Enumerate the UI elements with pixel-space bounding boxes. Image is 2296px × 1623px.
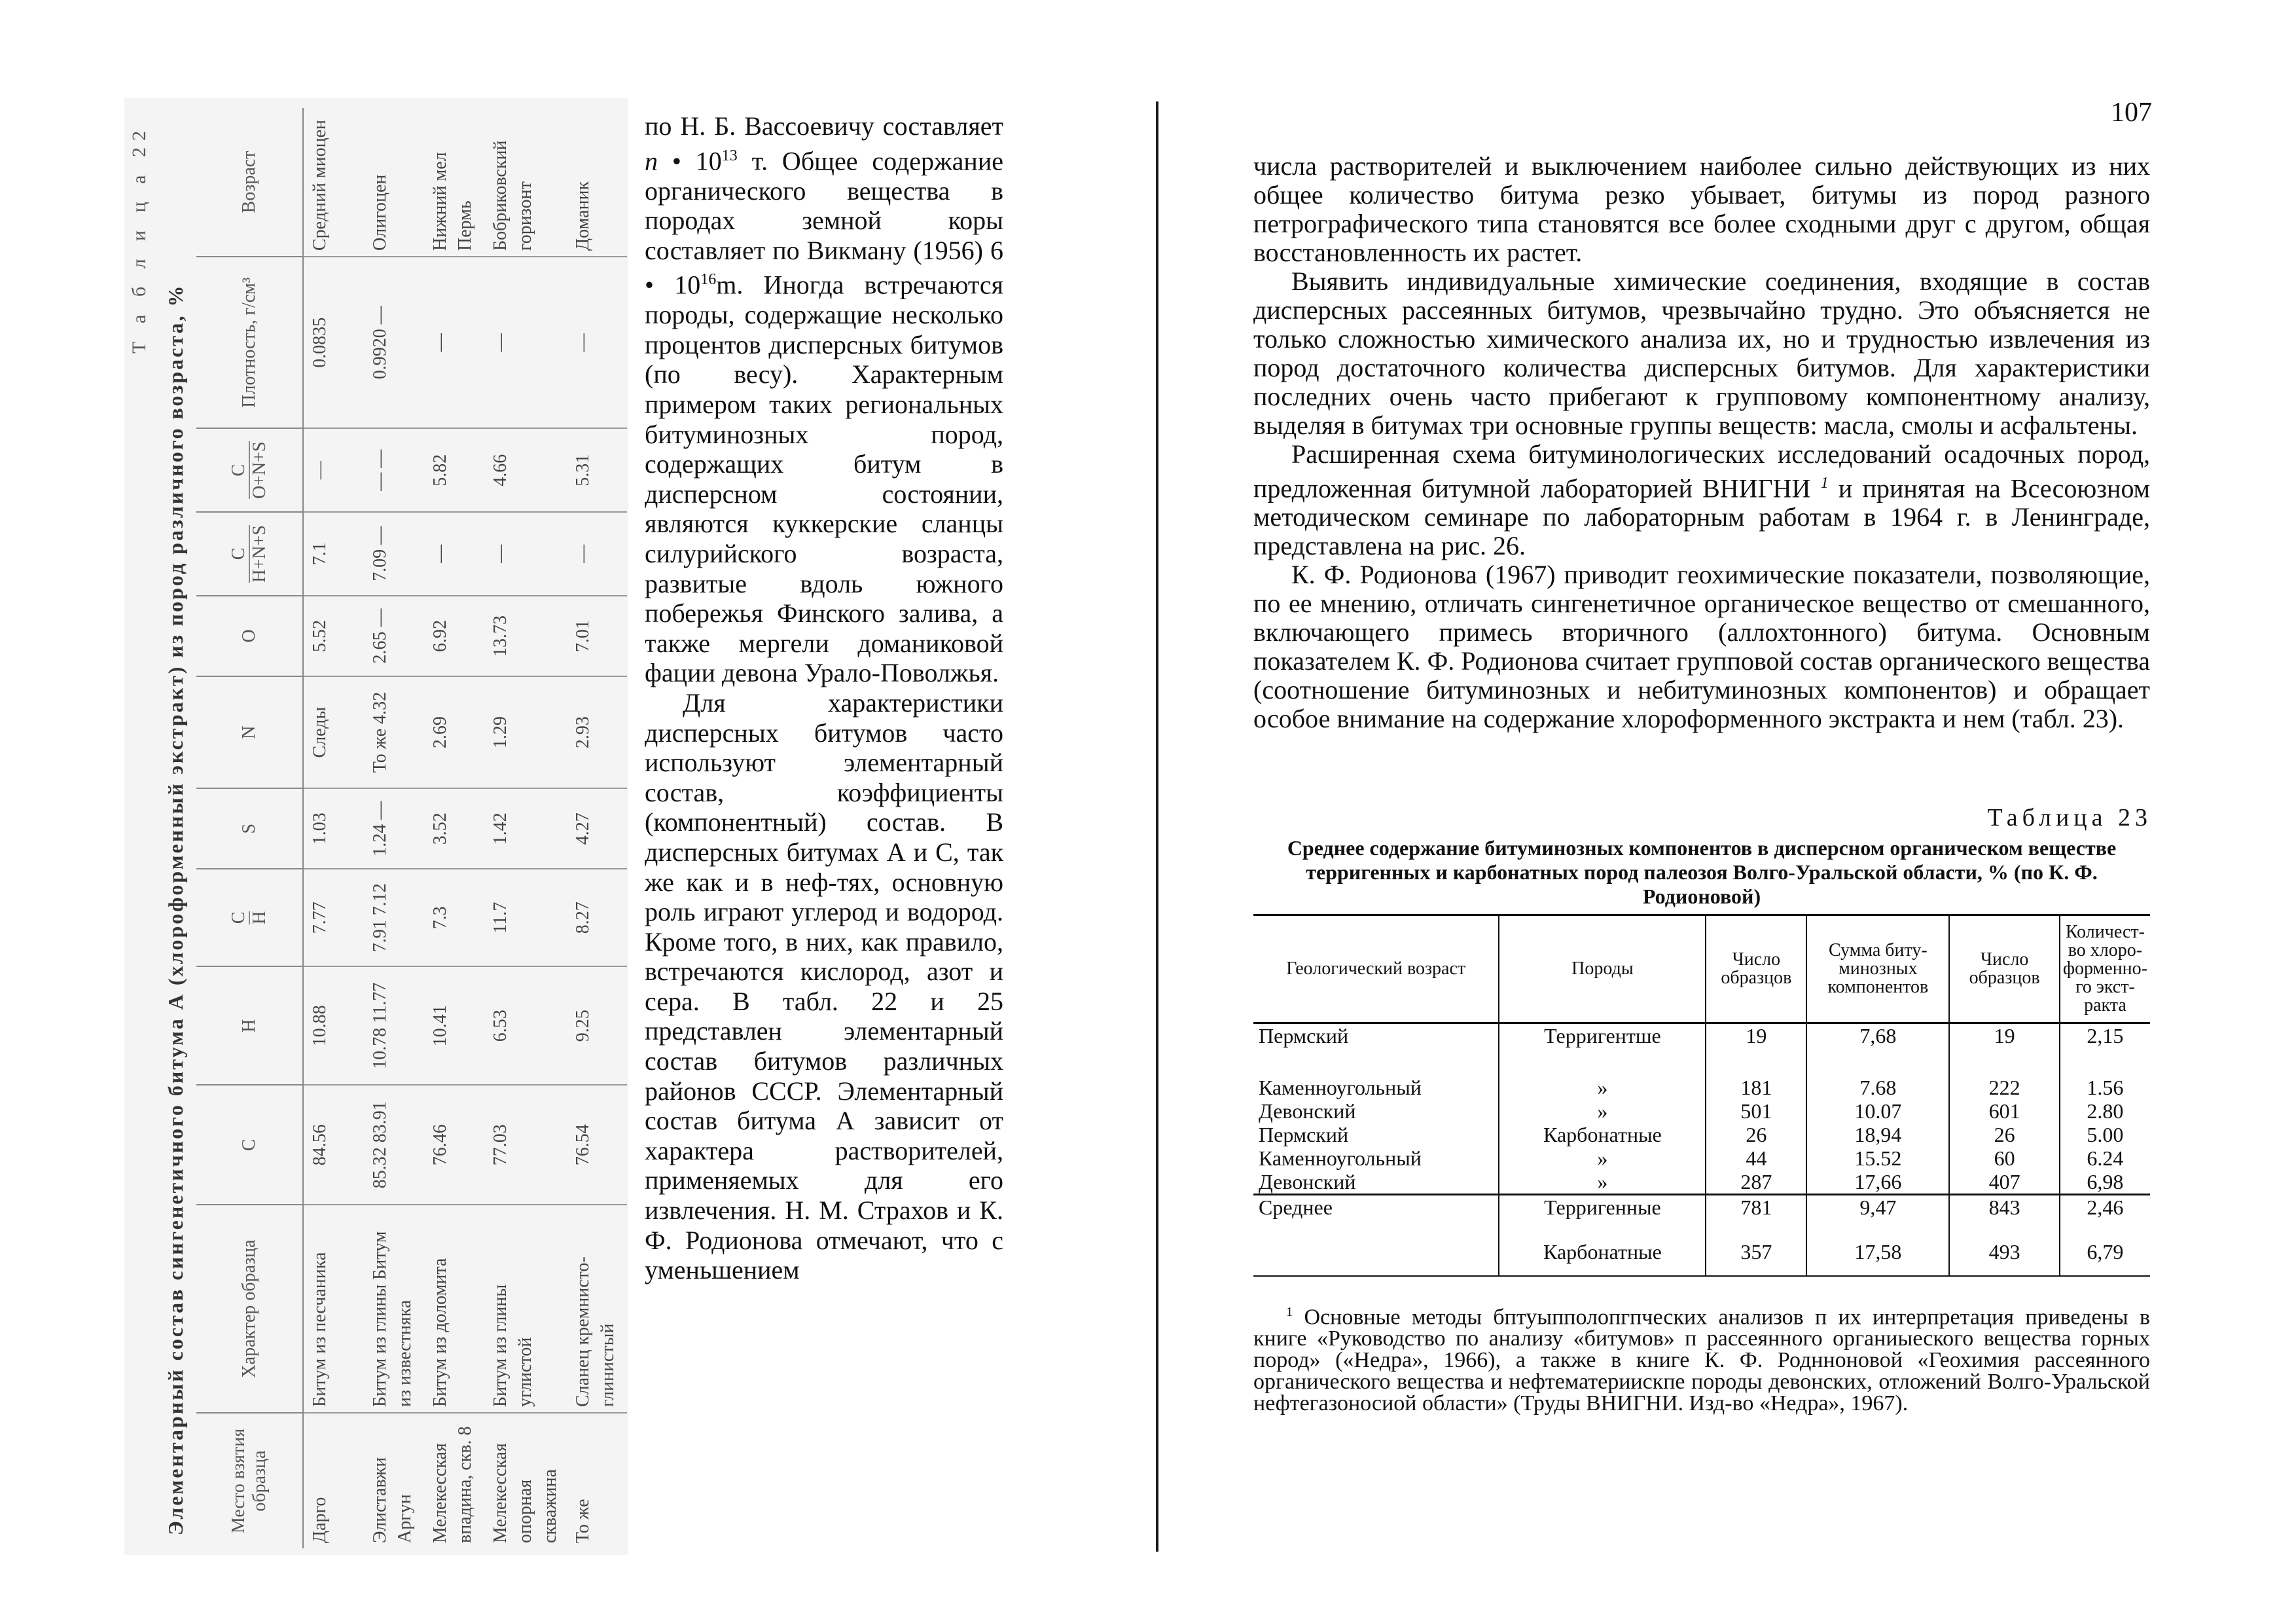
cell: 76.54 xyxy=(567,1085,627,1205)
cell: 1.42 xyxy=(484,788,567,869)
cell: 2,46 xyxy=(2060,1194,2150,1240)
right-page xyxy=(1162,0,2296,1623)
left-body-text xyxy=(645,111,1003,1285)
cell: 222 xyxy=(1949,1076,2059,1099)
footnote xyxy=(1253,1302,2150,1414)
c-hns-bottom: H+N+S xyxy=(249,525,270,583)
cell: 0.9920 — xyxy=(364,257,424,428)
c-ons-bottom: O+N+S xyxy=(249,441,270,500)
col-c-h xyxy=(196,869,303,966)
cell: 13.73 xyxy=(484,596,567,676)
cell: 1.29 xyxy=(484,676,567,788)
text: Основные методы бптуыпполопгпческих анализов п их интерпретация приведены в книге «Руководство по анализу «битумов» п рассеянного органиыеского вещества горных пород» («Недра», 1966), а также в книге К. Ф. Роднноновой «Геохимия рассеянного органического вещества и нефтематериискпе породы девонских, отложений Волго-Уральской нефтегазоносиой области» (Труды ВНИГНИ. Изд-во «Недра», 1967). xyxy=(1253,1305,2151,1416)
cell: 26 xyxy=(1706,1123,1806,1146)
cell: Девонский xyxy=(1259,1169,1356,1194)
rotated-table-22 xyxy=(124,98,628,1555)
table-23-number: Таблица 23 xyxy=(1987,804,2152,831)
col-place: Место взятия образца xyxy=(196,1413,303,1548)
col-o: O xyxy=(196,596,303,676)
c-h-top: C xyxy=(228,911,249,924)
cell: 19 xyxy=(1949,1023,2059,1076)
cell: 77.03 xyxy=(484,1085,567,1205)
cell: — xyxy=(303,428,364,512)
cell: Пермский xyxy=(1259,1024,1349,1048)
cell: Сланец кремнисто-глинистый xyxy=(567,1205,627,1413)
cell: — xyxy=(567,257,627,428)
cell: 44 xyxy=(1706,1146,1806,1170)
table-row xyxy=(1253,1099,2150,1123)
cell: — xyxy=(424,257,484,428)
cell: 5.00 xyxy=(2060,1123,2150,1146)
text: Расширенная схема битуминологических исследований осадочных пород, предложенная битумной лабораторией ВНИГНИ xyxy=(1253,439,2150,503)
cell: Битум из песчаника xyxy=(303,1205,364,1413)
cell: Мелекесская впадина, скв. 8 xyxy=(430,1426,475,1543)
table-row xyxy=(1253,1123,2150,1146)
col-s: S xyxy=(196,788,303,869)
column-header: Породы xyxy=(1499,915,1706,1023)
cell: Девонский xyxy=(1259,1099,1356,1123)
cell: 7.1 xyxy=(303,512,364,596)
cell: 1.24 — xyxy=(364,788,424,869)
text: n xyxy=(645,145,658,175)
cell: 287 xyxy=(1706,1170,1806,1195)
table-22-number: Т а б л и ц а 22 xyxy=(128,124,150,354)
col-c-hns xyxy=(196,512,303,596)
paragraph: числа растворителей и выключением наиболее сильно действующих из них общее количество битума резко убывает, битумы из пород разного петрографического типа становятся все более сходными друг с другом, общая восстановленность их растет. xyxy=(1253,151,2150,267)
cell: 501 xyxy=(1706,1099,1806,1123)
cell: 7.09 — xyxy=(364,512,424,596)
cell: 181 xyxy=(1706,1076,1806,1099)
cell: 843 xyxy=(1949,1194,2059,1240)
text: по Н. Б. Вассоевичу составляет xyxy=(645,111,1003,141)
column-header: Количест-во хлоро-форменно-го экст-ракта xyxy=(2060,915,2150,1023)
cell: 1.56 xyxy=(2060,1076,2150,1099)
cell: 10.88 xyxy=(303,966,364,1085)
cell: » xyxy=(1499,1170,1706,1195)
cell: Каменноугольный xyxy=(1259,1146,1422,1170)
column-header: Геологический возраст xyxy=(1253,915,1499,1023)
right-body-text xyxy=(1253,152,2150,733)
cell: Карбонатные xyxy=(1499,1240,1706,1276)
cell: 7,68 xyxy=(1806,1023,1949,1076)
cell: 6.24 xyxy=(2060,1146,2150,1170)
cell: Терригентше xyxy=(1499,1023,1706,1076)
cell: Элиставжи Аргун xyxy=(370,1457,415,1543)
cell: Каменноугольный xyxy=(1259,1075,1422,1099)
cell: — — xyxy=(364,428,424,512)
cell: 7.77 xyxy=(303,869,364,966)
paragraph: Выявить индивидуальные химические соединения, входящие в состав дисперсных рассеянных битумов, чрезвычайно трудно. Это объясняется не только сложностью химического анализа их, но и трудностью извлечения из пород достаточного количества дисперсных битумов. Для характеристики последних очень часто прибегают к групповому компонентному анализу, выделяя в битумах три основные группы веществ: масла, смолы и асфальтены. xyxy=(1253,266,2150,440)
col-age: Возраст xyxy=(196,108,303,257)
paragraph: Для характеристики дисперсных битумов часто используют элементарный состав, коэффициенты (компонентный) состав. В дисперсных битумах А и С, так же как и в неф-тях, основную роль играют углерод и водород. Кроме того, в них, как правило, встречаются кислород, азот и сера. В табл. 22 и 25 представлен элементарный состав битумов различных районов СССР. Элементарный состав битума А зависит от характера растворителей, применяемых для его извлечения. Н. М. Страхов и К. Ф. Родионова отмечают, что с уменьшением xyxy=(645,687,1003,1285)
cell: 10.78 11.77 xyxy=(364,966,424,1085)
cell: 5.52 xyxy=(303,596,364,676)
page-number: 107 xyxy=(2111,98,2152,128)
cell: 60 xyxy=(1949,1146,2059,1170)
table-row xyxy=(1253,1194,2150,1240)
table-row xyxy=(1253,1170,2150,1195)
cell: 5.82 xyxy=(424,428,484,512)
cell: » xyxy=(1499,1099,1706,1123)
table-row xyxy=(1253,1146,2150,1170)
c-hns-top: C xyxy=(229,525,250,583)
cell: 407 xyxy=(1949,1170,2059,1195)
cell: 4.66 xyxy=(484,428,567,512)
paragraph xyxy=(1253,440,2150,560)
cell: 84.56 xyxy=(303,1085,364,1205)
table-row xyxy=(1253,1076,2150,1099)
cell: 11.7 xyxy=(484,869,567,966)
cell: — xyxy=(567,512,627,596)
text: и принятая на Всесоюзном методическом семинаре по лабораторным работам в 1964 г. в Ленинграде, представлена на рис. 26. xyxy=(1253,473,2150,561)
table-row xyxy=(364,108,424,1548)
cell: 493 xyxy=(1949,1240,2059,1276)
cell: Терригенные xyxy=(1499,1194,1706,1240)
col-h: H xyxy=(196,966,303,1085)
table-row xyxy=(1253,1023,2150,1076)
cell: Битум из доломита xyxy=(424,1205,484,1413)
cell: 1.03 xyxy=(303,788,364,869)
cell: 18,94 xyxy=(1806,1123,1949,1146)
cell: 6,98 xyxy=(2060,1170,2150,1195)
cell: » xyxy=(1499,1076,1706,1099)
col-sample: Характер образца xyxy=(196,1205,303,1413)
column-header: Сумма биту-минозных компонентов xyxy=(1806,915,1949,1023)
cell: 5.31 xyxy=(567,428,627,512)
cell: Битум из глины углистой xyxy=(484,1205,567,1413)
cell: 4.27 xyxy=(567,788,627,869)
cell: 9,47 xyxy=(1806,1194,1949,1240)
cell: 601 xyxy=(1949,1099,2059,1123)
cell: » xyxy=(1499,1146,1706,1170)
cell: 3.52 xyxy=(424,788,484,869)
cell: 17,58 xyxy=(1806,1240,1949,1276)
cell: 0.0835 xyxy=(303,257,364,428)
cell: Карбонатные xyxy=(1499,1123,1706,1146)
cell: Пермский xyxy=(1259,1122,1349,1146)
cell: То же 4.32 xyxy=(364,676,424,788)
text: т. Общее содержание органического вещества в породах земной коры составляет по Викману (1956) 6 • 10 xyxy=(645,145,1003,300)
table-23-title: Среднее содержание битуминозных компонентов в дисперсном органическом веществе терригенных и карбонатных пород палеозоя Волго-Уральской области, % (по К. Ф. Родионовой) xyxy=(1287,836,2117,908)
c-h-bottom: H xyxy=(249,911,270,924)
cell: 76.46 xyxy=(424,1085,484,1205)
table-22-grid xyxy=(196,108,627,1548)
cell xyxy=(1253,1240,1499,1276)
table-23 xyxy=(1253,914,2150,1277)
cell: — xyxy=(484,257,567,428)
superscript: 13 xyxy=(721,147,738,164)
cell: 9.25 xyxy=(567,966,627,1085)
column-header: Число образцов xyxy=(1706,915,1806,1023)
col-n: N xyxy=(196,676,303,788)
table-row xyxy=(567,108,627,1548)
cell: 2,15 xyxy=(2060,1023,2150,1076)
cell: Олигоцен xyxy=(364,108,424,257)
cell: Мелекесская опорная скважина xyxy=(490,1443,560,1543)
cell: То же xyxy=(573,1499,593,1543)
cell: Среднее xyxy=(1253,1194,1499,1240)
cell: 2.65 — xyxy=(364,596,424,676)
table-22 xyxy=(124,98,628,1555)
cell: 85.32 83.91 xyxy=(364,1085,424,1205)
cell: 7.3 xyxy=(424,869,484,966)
cell: Бобриковский горизонт xyxy=(484,108,567,257)
col-c: C xyxy=(196,1085,303,1205)
cell: Дарго xyxy=(310,1497,330,1543)
table-row xyxy=(1253,1240,2150,1276)
superscript: 16 xyxy=(700,271,717,289)
col-density: Плотность, г/см³ xyxy=(196,257,303,428)
cell: — xyxy=(484,512,567,596)
cell: Доманик xyxy=(567,108,627,257)
cell: 17,66 xyxy=(1806,1170,1949,1195)
cell: 6,79 xyxy=(2060,1240,2150,1276)
table-row xyxy=(484,108,567,1548)
footnote-text xyxy=(1253,1302,2150,1414)
table-row xyxy=(303,108,364,1548)
cell: 10.41 xyxy=(424,966,484,1085)
cell: Средний миоцен xyxy=(303,108,364,257)
text: m. Иногда встречаются породы, содержащие несколько процентов дисперсных битумов (по весу). Характерным примером таких региональных битуминозных пород, содержащих битум в дисперсном состоянии, являются куккерские сланцы силурийского возраста, развитые вдоль южного побережья Финского залива, а также мергели доманиковой фации девона Урало-Поволжья. xyxy=(645,270,1003,688)
col-c-ons xyxy=(196,428,303,512)
cell: 6.92 xyxy=(424,596,484,676)
cell: 6.53 xyxy=(484,966,567,1085)
book-spine-divider xyxy=(1156,101,1158,1552)
cell: 7.91 7.12 xyxy=(364,869,424,966)
cell: Битум из глины Битум из известняка xyxy=(364,1205,424,1413)
cell: 19 xyxy=(1706,1023,1806,1076)
cell: 2.80 xyxy=(2060,1099,2150,1123)
cell: 357 xyxy=(1706,1240,1806,1276)
cell: — xyxy=(424,512,484,596)
cell: Следы xyxy=(303,676,364,788)
cell: 8.27 xyxy=(567,869,627,966)
column-header: Число образцов xyxy=(1949,915,2059,1023)
cell: 2.69 xyxy=(424,676,484,788)
cell: 7.01 xyxy=(567,596,627,676)
footnote-ref: 1 xyxy=(1820,475,1829,492)
cell: 7.68 xyxy=(1806,1076,1949,1099)
paragraph xyxy=(645,111,1003,688)
cell: 781 xyxy=(1706,1194,1806,1240)
table-header xyxy=(1253,915,2150,1023)
cell: Нижний мел Пермь xyxy=(424,108,484,257)
cell: 26 xyxy=(1949,1123,2059,1146)
cell: 15.52 xyxy=(1806,1146,1949,1170)
table-row xyxy=(424,108,484,1548)
cell: 2.93 xyxy=(567,676,627,788)
cell: 10.07 xyxy=(1806,1099,1949,1123)
footnote-mark: 1 xyxy=(1286,1305,1293,1319)
paragraph: К. Ф. Родионова (1967) приводит геохимические показатели, позволяющие, по ее мнению, отличать сингенетичное органическое вещество от смешанного, включающего примесь вторичного (аллохтонного) битума. Основным показателем К. Ф. Родионова считает групповой состав органического вещества (соотношение битуминозных и небитуминозных компонентов) и обращает особое внимание на содержание хлороформенного экстракта и нем (табл. 23). xyxy=(1253,560,2150,734)
text: • 10 xyxy=(658,145,722,175)
table-22-title: Элементарный состав сингенетичного битума А (хлороформенный экстракт) из пород различного возраста, % xyxy=(164,283,187,1535)
c-ons-top: C xyxy=(229,441,250,499)
